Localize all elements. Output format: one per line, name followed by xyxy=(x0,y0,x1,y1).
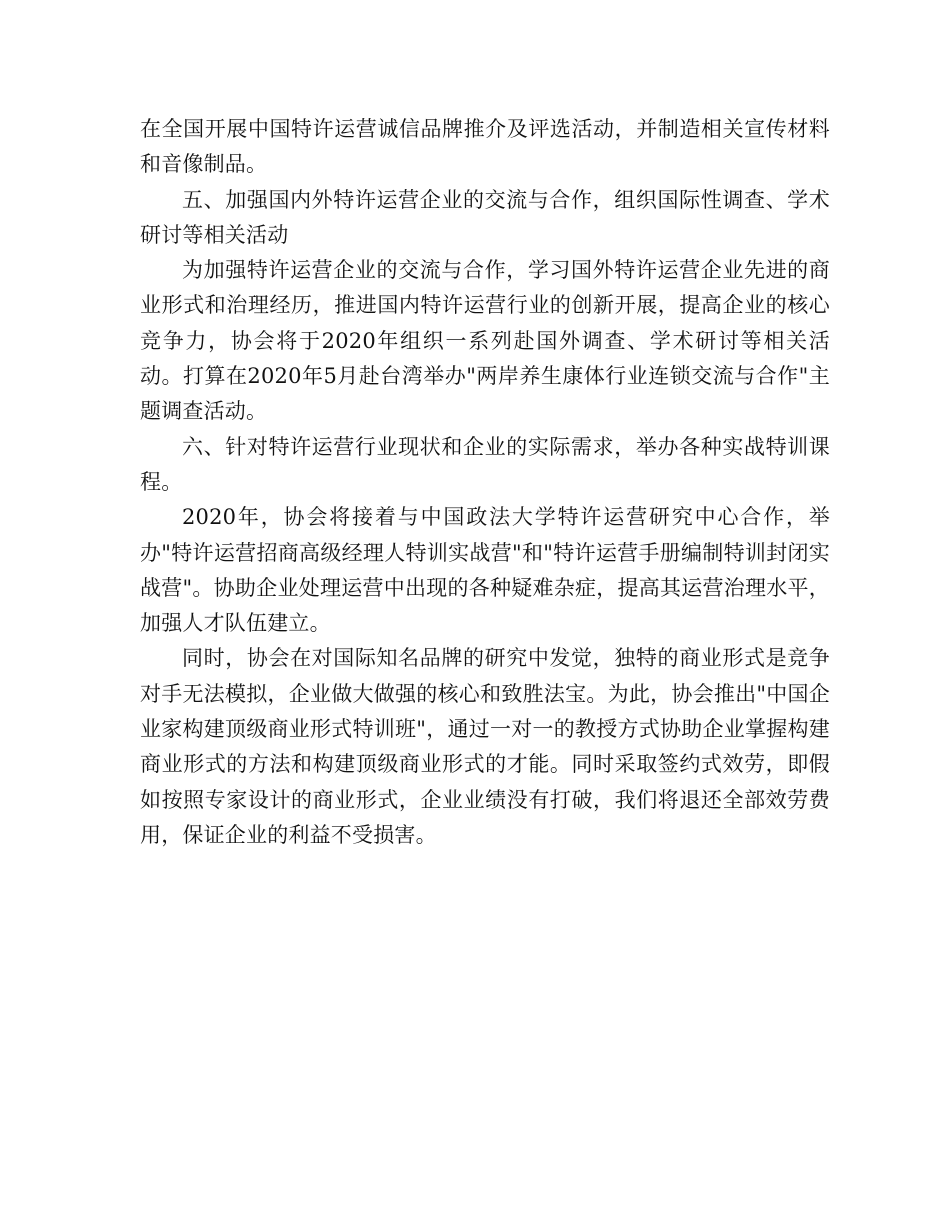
section-heading-5: 五、加强国内外特许运营企业的交流与合作，组织国际性调查、学术研讨等相关活动 xyxy=(140,187,830,247)
paragraph-1: 在全国开展中国特许运营诚信品牌推介及评选活动，并制造相关宣传材料和音像制品。 xyxy=(140,117,830,177)
section-heading-6: 六、针对特许运营行业现状和企业的实际需求，举办各种实战特训课程。 xyxy=(140,434,830,494)
paragraph-2: 为加强特许运营企业的交流与合作，学习国外特许运营企业先进的商业形式和治理经历，推进国内特许运营行业的创新开展，提高企业的核心竞争力，协会将于2020年组织一系列赴国外调查、学术研讨等相关活动。打算在2020年5月赴台湾举办"两岸养生康体行业连锁交流与合作"主题调查活动。 xyxy=(140,258,830,424)
paragraph-3: 2020年，协会将接着与中国政法大学特许运营研究中心合作，举办"特许运营招商高级经理人特训实战营"和"特许运营手册编制特训封闭实战营"。协助企业处理运营中出现的各种疑难杂症，提高其运营治理水平，加强人才队伍建立。 xyxy=(140,505,830,636)
paragraph-4: 同时，协会在对国际知名品牌的研究中发觉，独特的商业形式是竞争对手无法模拟，企业做大做强的核心和致胜法宝。为此，协会推出"中国企业家构建顶级商业形式特训班"，通过一对一的教授方式协助企业掌握构建商业形式的方法和构建顶级商业形式的才能。同时采取签约式效劳，即假如按照专家设计的商业形式，企业业绩没有打破，我们将退还全部效劳费用，保证企业的利益不受损害。 xyxy=(140,646,830,847)
document-body xyxy=(140,112,830,853)
